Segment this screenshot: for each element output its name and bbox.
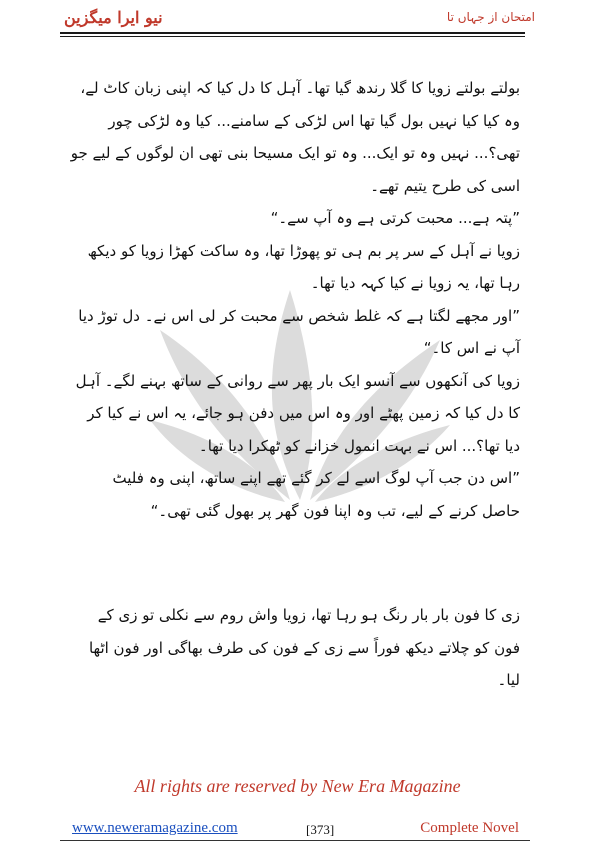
paragraph: زی کا فون بار بار رنگ ہو رہا تھا، زویا واش روم سے نکلی تو زی کے فون کو چلاتے دیکھ فوراً سے زی کے فون کی طرف بھاگی اور فون اٹھا لیا۔: [88, 606, 520, 689]
paragraph: زویا کی آنکھوں سے آنسو ایک بار پھر سے روانی کے ساتھ بہنے لگے۔ آہل کا دل کیا کہ زمین پھٹے اور وہ اس میں دفن ہو جائے، یہ اس نے کیا کر دیا تھا؟... اس نے بہت انمول خزانے کو ٹھکرا دیا تھا۔: [75, 371, 520, 455]
copyright-notice: All rights are reserved by New Era Magazine: [134, 776, 461, 796]
magazine-name-header: نیو ایرا میگزین: [64, 8, 163, 27]
paragraph: بولتے بولتے زویا کا گلا رندھ گیا تھا۔ آہل کا دل کیا کہ اپنی زبان کاٹ لے، وہ کیا کیا نہیں بول گیا تھا اس لڑکی کے سامنے... کیا وہ لڑکی چور تھی؟... نہیں وہ تو ایک... وہ تو ایک مسیحا بنی تھی ان لوگوں کے لیے جو اسی کی طرح یتیم تھے۔: [70, 79, 520, 195]
page-number: [373]: [306, 822, 335, 837]
paragraph: ”اس دن جب آپ لوگ اسے لے کر گئے تھے اپنے ساتھ، اپنی وہ فلیٹ حاصل کرنے کے لیے، تب وہ اپنا فون گھر پر بھول گئی تھی۔“: [112, 469, 520, 520]
paragraph: زویا نے آہل کے سر پر بم ہی تو پھوڑا تھا، وہ ساکت کھڑا زویا کو دیکھ رہا تھا، یہ زویا نے کیا کہہ دیا تھا۔: [87, 241, 520, 292]
paragraph: ”پتہ ہے... محبت کرتی ہے وہ آپ سے۔“: [270, 209, 520, 227]
footer-rule: [60, 840, 530, 841]
header-rule-thin: [60, 36, 525, 37]
novel-title-header: امتحان از جہاں تا: [446, 10, 535, 24]
body-text: [70, 72, 520, 697]
website-link[interactable]: www.neweramagazine.com: [72, 820, 238, 836]
scene-break: [70, 527, 520, 599]
header-rule-thick: [60, 32, 525, 34]
page-footer: [0, 820, 595, 840]
novel-type-label: Complete Novel: [420, 820, 519, 836]
paragraph: ”اور مجھے لگتا ہے کہ غلط شخص سے محبت کر لی اس نے۔ دل توڑ دیا آپ نے اس کا۔“: [78, 306, 520, 357]
